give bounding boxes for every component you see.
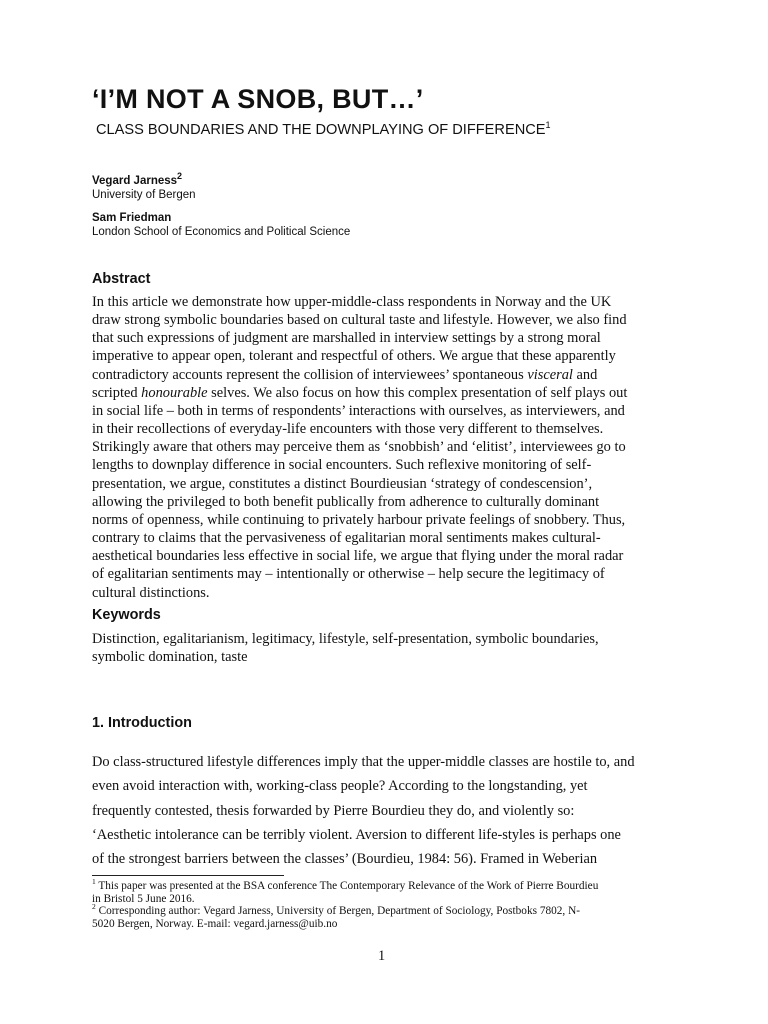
page-number: 1 bbox=[378, 948, 386, 964]
paper-subtitle bbox=[96, 122, 551, 138]
author-name: Sam Friedman bbox=[92, 212, 172, 224]
author-name-text: Vegard Jarness bbox=[92, 175, 178, 187]
author-footnote-mark: 2 bbox=[177, 171, 183, 182]
abstract-line: aesthetical boundaries less effective in social life, we argue that flying under the moral radar bbox=[92, 548, 624, 565]
abstract-line: In this article we demonstrate how upper-middle-class respondents in Norway and the UK bbox=[92, 294, 612, 310]
introduction-line: of the strongest barriers between the classes’ (Bourdieu, 1984: 56). Framed in Weberian bbox=[92, 851, 598, 868]
subtitle-text: CLASS BOUNDARIES AND THE DOWNPLAYING OF DIFFERENCE bbox=[96, 122, 546, 138]
abstract-heading: Abstract bbox=[92, 271, 151, 287]
author-block-2 bbox=[92, 211, 350, 239]
author-affiliation: University of Bergen bbox=[92, 189, 196, 201]
abstract-line: presentation, we argue, constitutes a distinct Bourdieusian ‘strategy of condescension’, bbox=[92, 475, 593, 492]
introduction-line: even avoid interaction with, working-class people? According to the longstanding, yet bbox=[92, 778, 588, 795]
keywords-heading: Keywords bbox=[92, 607, 161, 623]
abstract-line: cultural distinctions. bbox=[92, 584, 210, 601]
subtitle-footnote-mark: 1 bbox=[545, 120, 551, 131]
introduction-heading: 1. Introduction bbox=[92, 715, 192, 731]
footnote-text: Corresponding author: Vegard Jarness, University of Bergen, Department of Sociology, Postboks 7802, N- bbox=[98, 905, 580, 918]
footnote-line bbox=[92, 877, 677, 893]
footnote-divider bbox=[92, 875, 284, 876]
keywords-line: symbolic domination, taste bbox=[92, 649, 248, 665]
abstract-line: imperative to appear open, tolerant and respectful of others. We argue that these apparently bbox=[92, 348, 616, 365]
abstract-line: in social life – both in terms of respondents’ interactions with ourselves, as interviewers, and bbox=[92, 402, 625, 419]
abstract-line-text: selves. We also focus on how this complex presentation of self plays out bbox=[211, 384, 628, 401]
abstract-line: that such expressions of judgment are marshalled in interview settings by a strong moral bbox=[92, 330, 601, 347]
abstract-line: draw strong symbolic boundaries based on cultural taste and lifestyle. However, we also find bbox=[92, 312, 627, 329]
footnote-text: This paper was presented at the BSA conference The Contemporary Relevance of the Work of Pierre Bourdieu bbox=[98, 880, 599, 892]
footnote-mark: 2 bbox=[92, 902, 96, 912]
abstract-line: in their recollections of everyday-life encounters with those very different to themselves. bbox=[92, 421, 604, 438]
abstract-line: of egalitarian sentiments may – intentionally or otherwise – help secure the legitimacy of bbox=[92, 566, 605, 583]
abstract-emphasis: visceral bbox=[527, 366, 573, 383]
paper-title: ‘I’M NOT A SNOB, BUT…’ bbox=[92, 84, 424, 114]
author-affiliation: London School of Economics and Political Science bbox=[92, 226, 351, 238]
abstract-line: allowing the privileged to both benefit publically from adherence to culturally dominant bbox=[92, 493, 600, 510]
abstract-emphasis: honourable bbox=[141, 384, 208, 401]
introduction-line: ‘Aesthetic intolerance can be terribly violent. Aversion to different life-styles is perhaps one bbox=[92, 826, 621, 843]
footnote-line: in Bristol 5 June 2016. bbox=[92, 892, 195, 905]
introduction-line: Do class-structured lifestyle differences imply that the upper-middle classes are hostile to, and bbox=[92, 754, 635, 770]
abstract-line: Strikingly aware that others may perceive them as ‘snobbish’ and ‘elitist’, interviewees go to bbox=[92, 439, 626, 456]
introduction-body bbox=[92, 750, 677, 871]
footnote-line: 5020 Bergen, Norway. E-mail: vegard.jarness@uib.no bbox=[92, 917, 338, 930]
author-name bbox=[92, 171, 196, 188]
introduction-line: frequently contested, thesis forwarded by Pierre Bourdieu they do, and violently so: bbox=[92, 802, 575, 819]
footnote-line bbox=[92, 902, 677, 918]
author-block-1 bbox=[92, 171, 196, 202]
abstract-line: contrary to claims that the pervasiveness of egalitarian moral sentiments makes cultural- bbox=[92, 530, 601, 547]
footnotes bbox=[92, 877, 677, 930]
keywords-body bbox=[92, 630, 677, 666]
abstract-line: norms of openness, while continuing to privately harbour private feelings of snobbery. Thus, bbox=[92, 511, 626, 528]
abstract-line-text: contradictory accounts represent the collision of interviewees’ spontaneous bbox=[92, 366, 524, 383]
abstract-body bbox=[92, 293, 677, 602]
footnote-mark: 1 bbox=[92, 877, 96, 887]
abstract-line: lengths to downplay difference in social encounters. Such reflexive monitoring of self- bbox=[92, 457, 592, 474]
keywords-line: Distinction, egalitarianism, legitimacy, lifestyle, self-presentation, symbolic boundaries, bbox=[92, 631, 599, 647]
abstract-line bbox=[92, 384, 677, 402]
abstract-line bbox=[92, 366, 677, 384]
abstract-connector: and bbox=[576, 366, 598, 383]
abstract-line-text: scripted bbox=[92, 384, 138, 401]
